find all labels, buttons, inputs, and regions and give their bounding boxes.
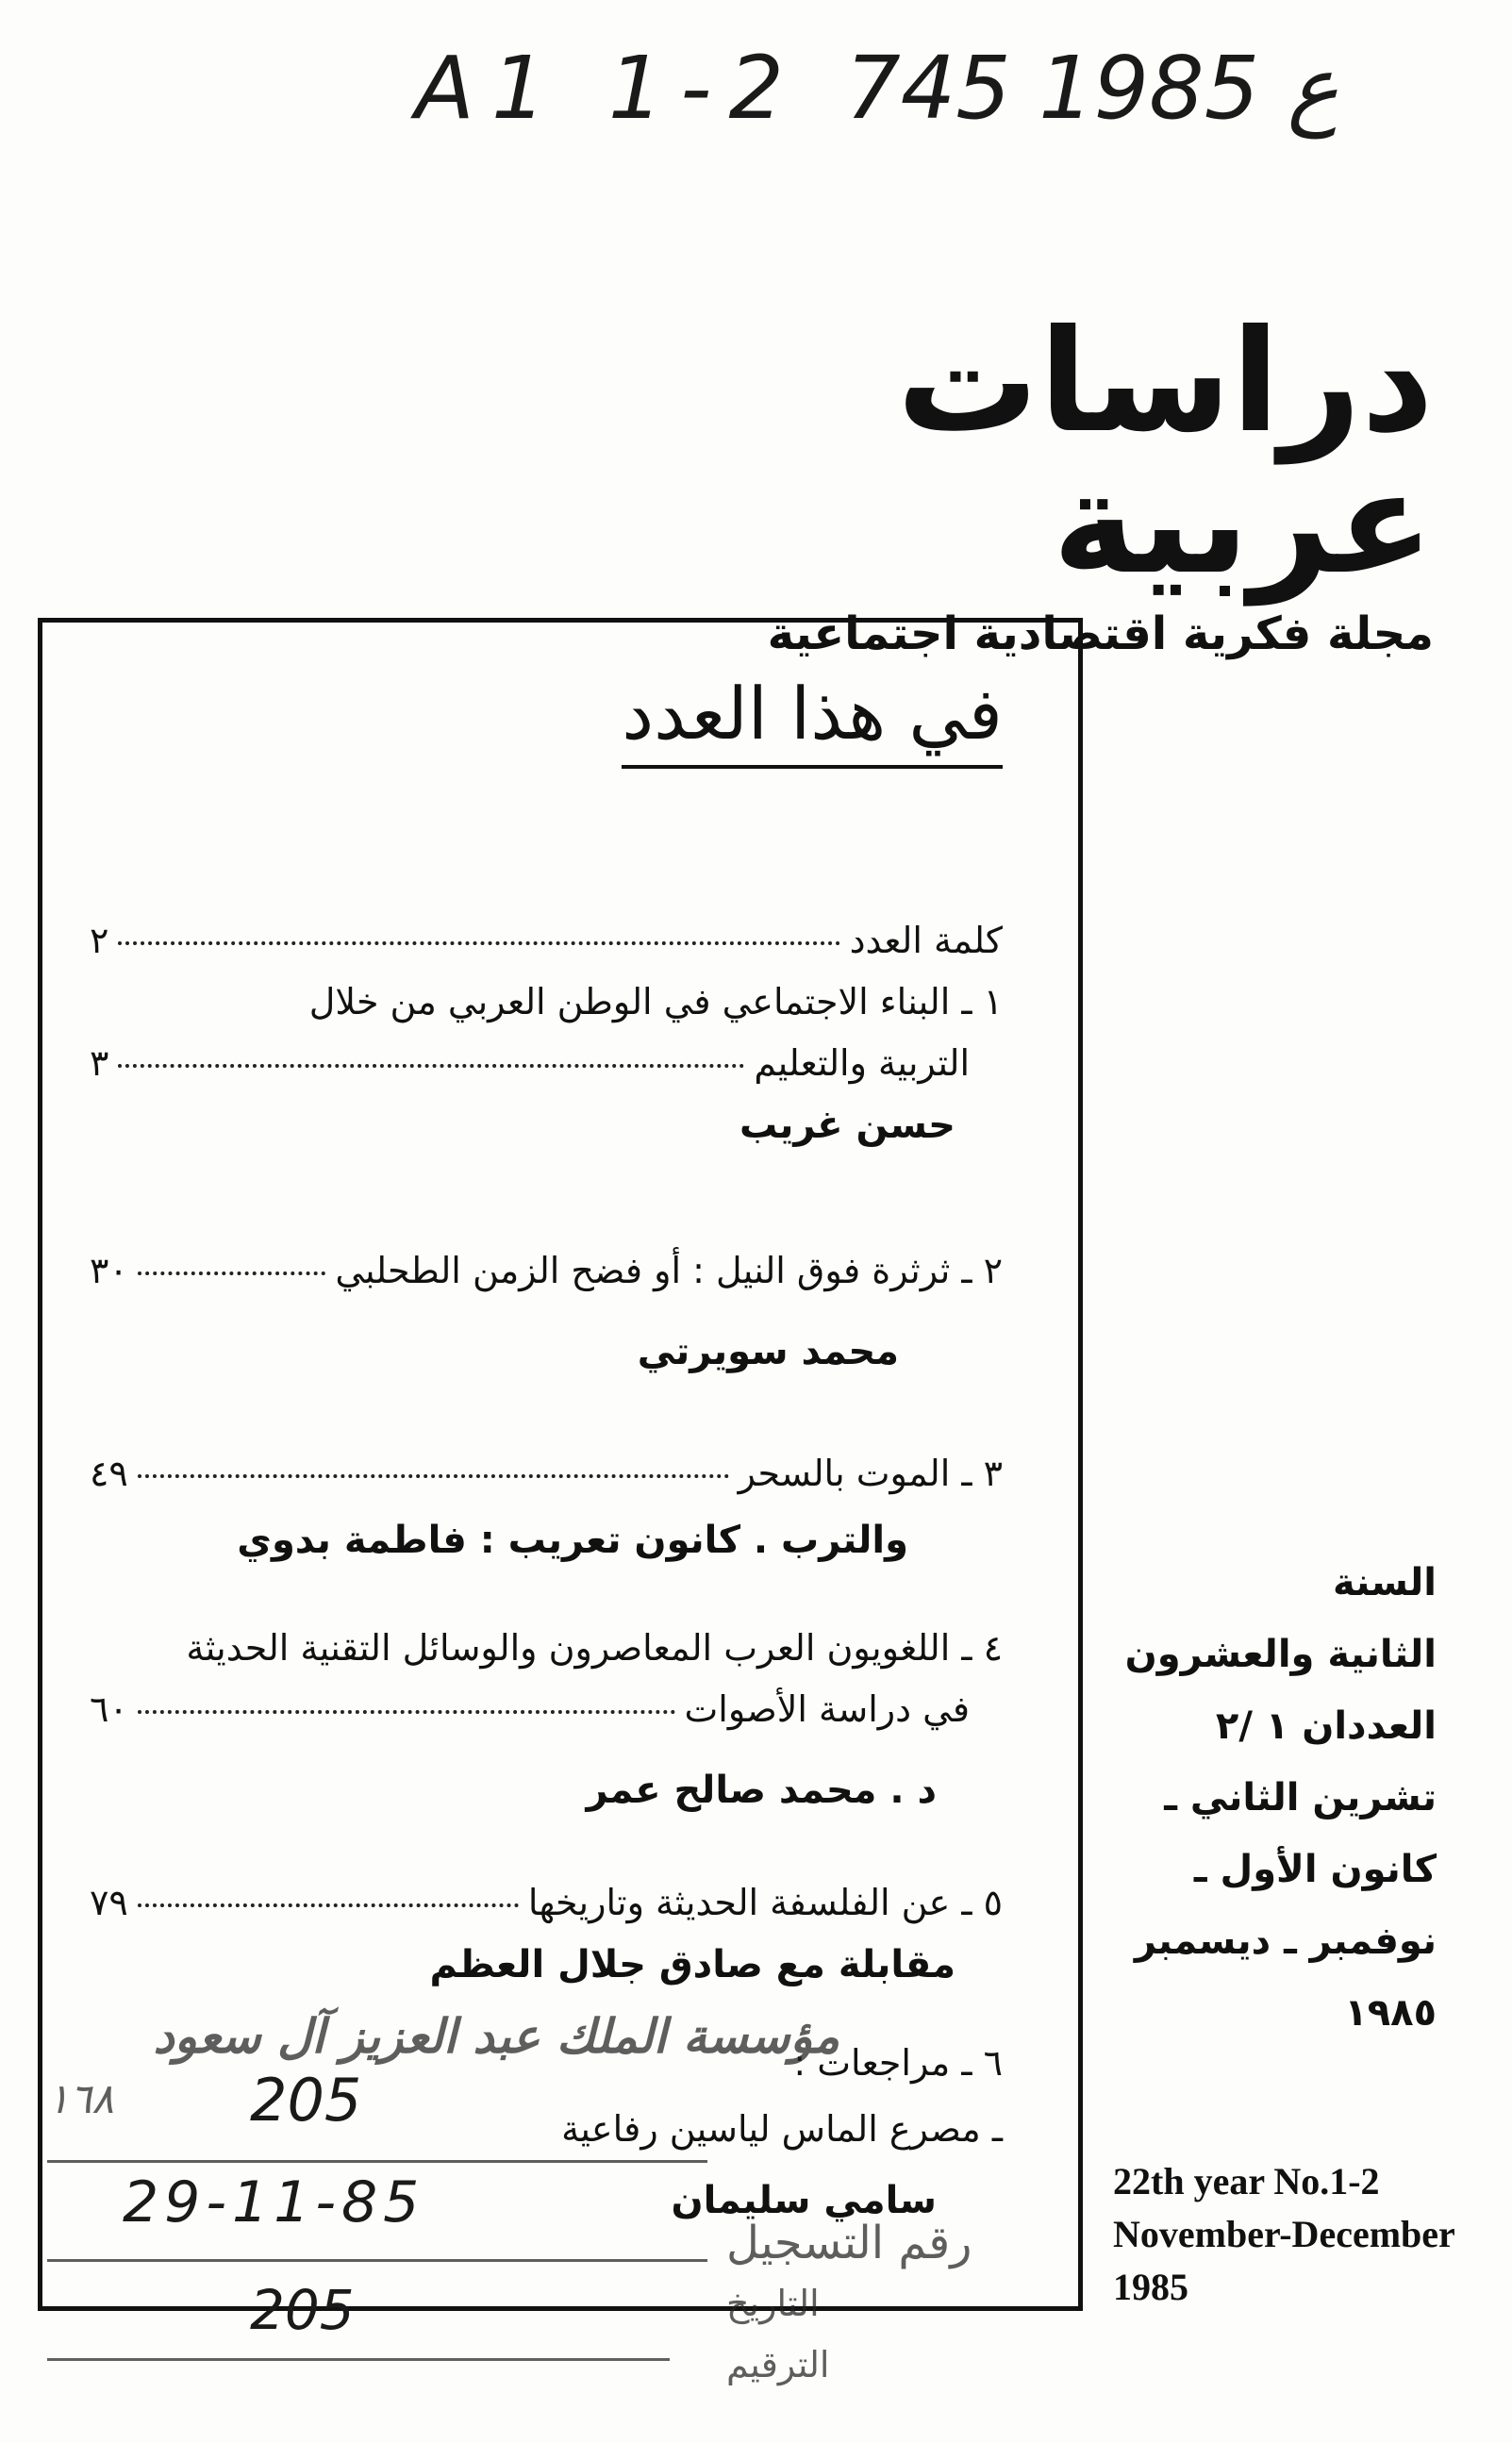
- toc-item-5[interactable]: [90, 1882, 1003, 1923]
- stamp-reg-label: رقم التسجيل: [726, 2217, 972, 2269]
- stamp-number: ١٦٨: [47, 2075, 114, 2123]
- toc-page: ٢: [90, 920, 109, 961]
- stamp-rule: [47, 2358, 670, 2361]
- toc-page: ٣٠: [90, 1250, 128, 1291]
- toc-heading: في هذا العدد: [622, 672, 1003, 769]
- leader-dots: [138, 1710, 675, 1714]
- english-line-2: November-December: [1113, 2213, 1455, 2255]
- toc-item-6-line2[interactable]: ـ مصرع الماس لياسين رفاعية: [561, 2108, 1003, 2150]
- leader-dots: [118, 1064, 744, 1068]
- stamp-shelf-label: الترقيم: [726, 2344, 830, 2385]
- english-line-3: 1985: [1113, 2266, 1188, 2308]
- masthead: [660, 300, 1434, 660]
- months-arabic-2: كانون الأول ـ: [1193, 1848, 1437, 1891]
- leader-dots: [138, 1474, 729, 1478]
- toc-item-6-line1[interactable]: ٦ ـ مراجعات :: [793, 2042, 1003, 2084]
- toc-title: كلمة العدد: [849, 920, 1003, 961]
- toc-item-3[interactable]: [90, 1453, 1003, 1494]
- toc-page: ٧٩: [90, 1882, 128, 1923]
- year-label: السنة: [1332, 1561, 1437, 1604]
- handwritten-shelf-number: 205: [250, 2278, 355, 2342]
- toc-title: ٥ ـ عن الفلسفة الحديثة وتاريخها: [527, 1882, 1003, 1923]
- months-arabic-3: نوفمبر ـ ديسمبر: [1134, 1920, 1437, 1963]
- toc-editorial[interactable]: [90, 920, 1003, 961]
- journal-title: دراسات عربية: [896, 300, 1434, 606]
- handwritten-date: 29-11-85: [123, 2169, 425, 2235]
- toc-title: ٢ ـ ثرثرة فوق النيل : أو فضح الزمن الطحلبي: [335, 1250, 1003, 1291]
- stamp-rule: [47, 2160, 707, 2163]
- toc-item-1[interactable]: [90, 1042, 970, 1084]
- leader-dots: [138, 1903, 519, 1907]
- journal-subtitle: مجلة فكرية اقتصادية اجتماعية: [767, 607, 1434, 660]
- issue-info: [1111, 1547, 1437, 2049]
- toc-item-2[interactable]: [90, 1250, 1003, 1291]
- toc-page: ٦٠: [90, 1688, 128, 1730]
- handwritten-reg-number: 205: [250, 2066, 362, 2135]
- toc-title: التربية والتعليم: [754, 1042, 970, 1084]
- toc-item-4-line1[interactable]: ٤ ـ اللغويون العرب المعاصرون والوسائل التقنية الحديثة: [186, 1627, 1003, 1669]
- toc-author: محمد سويرتي: [637, 1330, 899, 1373]
- months-arabic-1: تشرين الثاني ـ: [1164, 1776, 1437, 1820]
- toc-title: ٣ ـ الموت بالسحر: [738, 1453, 1003, 1494]
- leader-dots: [118, 941, 839, 945]
- english-line-1: 22th year No.1-2: [1113, 2160, 1380, 2202]
- toc-author: د . محمد صالح عمر: [586, 1769, 937, 1812]
- stamp-institution: مؤسسة الملك عبد العزيز آل سعود: [153, 2009, 839, 2064]
- toc-item-4[interactable]: [90, 1688, 970, 1730]
- issue-number: العددان ١ /٢: [1215, 1704, 1437, 1748]
- english-issue-info: [1113, 2155, 1455, 2314]
- leader-dots: [138, 1271, 325, 1275]
- issue-year: ١٩٨٥: [1344, 1991, 1437, 2035]
- toc-author: والترب . كانون تعريب : فاطمة بدوي: [237, 1519, 908, 1562]
- toc-author: حسن غريب: [739, 1104, 955, 1147]
- toc-page: ٣: [90, 1042, 109, 1084]
- handwritten-reference: A1 1-2 ع 1985 745: [415, 38, 1339, 139]
- toc-title: في دراسة الأصوات: [684, 1688, 970, 1730]
- toc-page: ٤٩: [90, 1453, 128, 1494]
- toc-item-1-line1[interactable]: ١ ـ البناء الاجتماعي في الوطن العربي من خلال: [308, 981, 1003, 1022]
- toc-author: مقابلة مع صادق جلال العظم: [429, 1943, 955, 1986]
- toc-author: سامي سليمان: [671, 2179, 937, 2222]
- stamp-rule: [47, 2259, 707, 2262]
- stamp-date-label: التاريخ: [726, 2283, 820, 2324]
- year-value: الثانية والعشرون: [1124, 1633, 1437, 1676]
